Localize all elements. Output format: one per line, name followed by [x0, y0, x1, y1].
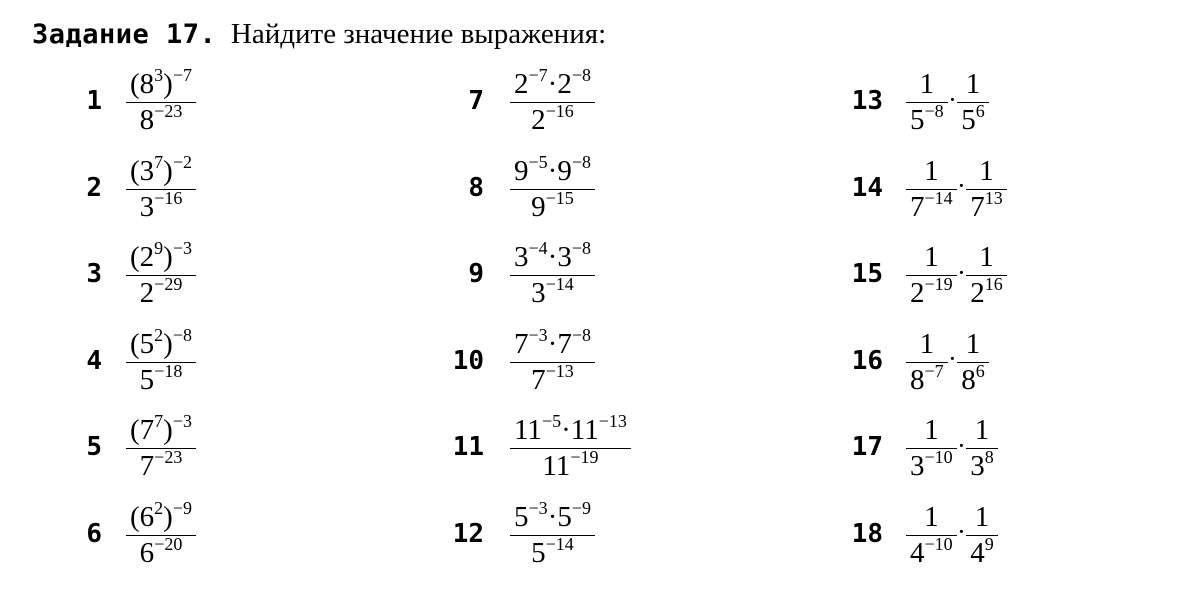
- fraction: [510, 238, 595, 309]
- base: 2: [531, 104, 546, 136]
- exponent: −7: [528, 65, 548, 85]
- one: 1: [974, 414, 990, 446]
- base: 3: [531, 277, 546, 309]
- base: 3: [910, 450, 925, 482]
- numerator: [962, 68, 985, 102]
- fraction: [906, 68, 948, 135]
- exponent: −20: [154, 533, 183, 554]
- fraction: [126, 65, 196, 136]
- exponent: −18: [154, 360, 183, 381]
- base: 3: [557, 241, 572, 273]
- numerator: $(8^3)^{-7}$: [130, 65, 192, 100]
- denominator: [136, 187, 187, 223]
- base: 9: [557, 154, 572, 187]
- product: [906, 155, 1007, 222]
- numerator: $(6^2)^{-9}$: [130, 497, 192, 533]
- fraction: [966, 155, 1007, 222]
- multiplication-dot: ·: [957, 431, 966, 460]
- problem-number: 18: [851, 518, 883, 549]
- denominator: [957, 103, 989, 135]
- base: 8: [961, 363, 976, 396]
- denominator: [906, 360, 948, 396]
- problem-number: 13: [851, 86, 883, 116]
- fraction: [126, 411, 196, 482]
- denominator: [527, 187, 578, 223]
- base: 2: [970, 277, 985, 309]
- problem-number: 4: [86, 345, 102, 376]
- denominator: [966, 187, 1007, 223]
- exponent: −14: [545, 274, 574, 294]
- base: 5: [531, 536, 546, 569]
- fraction: [966, 241, 1007, 308]
- exponent: −9: [571, 497, 591, 518]
- base: 2: [139, 241, 155, 273]
- exponent: −5: [528, 151, 548, 172]
- base: 3: [514, 241, 529, 273]
- denominator: [966, 276, 1007, 308]
- exponent: −19: [924, 274, 953, 294]
- denominator: [906, 187, 957, 223]
- exponent: 3: [154, 65, 164, 85]
- base: 2: [139, 277, 155, 309]
- denominator: [136, 103, 187, 135]
- exponent: −9: [172, 497, 192, 518]
- base: 11: [570, 414, 599, 446]
- base: 7: [910, 190, 925, 223]
- exponent: −29: [154, 274, 183, 294]
- problem-number: 2: [86, 172, 102, 203]
- task-instruction: Найдите значение выражения:: [230, 18, 607, 50]
- denominator: [538, 449, 602, 481]
- base: 7: [514, 327, 529, 360]
- base: 9: [531, 190, 546, 223]
- exponent: 8: [984, 447, 994, 467]
- problem-number: 14: [851, 172, 883, 203]
- problem-number: 1: [86, 86, 102, 116]
- exponent: 9: [154, 238, 164, 258]
- numerator: [920, 414, 943, 448]
- exponent: −23: [154, 447, 183, 467]
- exponent: −23: [154, 101, 183, 121]
- base: 8: [139, 104, 155, 136]
- problem-number: 15: [851, 259, 883, 289]
- exponent: 7: [154, 151, 164, 172]
- multiplication-dot: ·: [948, 85, 957, 114]
- one: 1: [979, 154, 994, 187]
- base: 5: [139, 363, 155, 396]
- exponent: 6: [975, 360, 985, 381]
- fraction: [966, 501, 998, 568]
- denominator: [966, 533, 998, 569]
- denominator: [906, 276, 957, 308]
- fraction: [126, 238, 196, 309]
- base: 4: [910, 536, 925, 569]
- denominator: [906, 449, 957, 481]
- exponent: −2: [172, 151, 192, 172]
- denominator: [136, 276, 187, 308]
- exponent: −8: [571, 65, 591, 85]
- fraction: [510, 65, 595, 136]
- fraction: [510, 151, 595, 223]
- base: 2: [557, 68, 572, 100]
- base: 3: [139, 154, 155, 187]
- exponent: −16: [154, 187, 183, 208]
- fraction: [126, 151, 196, 223]
- denominator: [527, 276, 578, 308]
- numerator: [916, 328, 939, 362]
- product: [906, 414, 998, 481]
- exponent: −14: [545, 533, 574, 554]
- product: [906, 328, 989, 395]
- fraction: [906, 241, 957, 308]
- fraction: [126, 497, 196, 569]
- exponent: 7: [154, 411, 164, 431]
- numerator: [975, 155, 998, 189]
- one: 1: [965, 68, 981, 100]
- denominator: [906, 103, 948, 135]
- exponent: −13: [545, 360, 574, 381]
- base: 2: [514, 68, 529, 100]
- fraction: [510, 497, 595, 569]
- one: 1: [974, 500, 990, 533]
- base: 7: [557, 327, 572, 360]
- fraction: [906, 328, 948, 395]
- multiplication-dot: ·: [957, 258, 966, 287]
- one: 1: [979, 241, 994, 273]
- fraction: [957, 68, 989, 135]
- exponent: 2: [154, 324, 164, 345]
- fraction: [906, 501, 957, 568]
- exponent: 16: [984, 274, 1003, 294]
- denominator: [136, 533, 187, 569]
- fraction: [126, 324, 196, 396]
- exponent: −4: [528, 238, 548, 258]
- denominator: [136, 449, 187, 481]
- exponent: −14: [924, 187, 953, 208]
- denominator: [957, 360, 989, 396]
- one: 1: [924, 500, 939, 533]
- numerator: [971, 414, 994, 448]
- problem-number: 7: [468, 86, 484, 116]
- multiplication-dot: ·: [957, 518, 966, 546]
- exponent: −3: [172, 411, 192, 431]
- one: 1: [919, 327, 935, 360]
- fraction: [957, 328, 989, 395]
- numerator: $(2^9)^{-3}$: [130, 238, 192, 273]
- one: 1: [924, 414, 939, 446]
- base: 7: [139, 450, 155, 482]
- numerator: [971, 501, 994, 535]
- multiplication-dot: ·: [957, 172, 966, 200]
- one: 1: [924, 154, 939, 187]
- numerator: [916, 68, 939, 102]
- exponent: −7: [924, 360, 944, 381]
- base: 7: [531, 363, 546, 396]
- one: 1: [924, 241, 939, 273]
- numerator: $3^{-4}\cdot 3^{-8}$: [514, 238, 591, 273]
- problem-number: 9: [468, 259, 484, 289]
- exponent: 6: [975, 101, 985, 121]
- multiplication-dot: ·: [948, 345, 957, 373]
- numerator: [920, 155, 943, 189]
- base: 7: [970, 190, 985, 223]
- base: 11: [542, 450, 571, 482]
- exponent: −10: [924, 447, 953, 467]
- numerator: $(5^2)^{-8}$: [130, 324, 192, 360]
- base: 7: [139, 414, 155, 446]
- numerator: [920, 241, 943, 275]
- problem-number: 16: [851, 345, 883, 376]
- product: [906, 501, 998, 568]
- exponent: −8: [571, 151, 591, 172]
- base: 2: [910, 277, 925, 309]
- base: 4: [970, 536, 985, 569]
- denominator: [527, 103, 578, 135]
- one: 1: [919, 68, 935, 100]
- problem-number: 10: [452, 345, 484, 376]
- exponent: −8: [571, 324, 591, 345]
- exponent: −8: [172, 324, 192, 345]
- task-heading: [32, 18, 606, 51]
- base: 5: [557, 500, 572, 533]
- exponent: −15: [545, 187, 574, 208]
- problem-number: 6: [86, 518, 102, 549]
- denominator: [527, 533, 578, 569]
- base: 11: [514, 414, 542, 446]
- exponent: −3: [528, 324, 548, 345]
- numerator: [962, 328, 985, 362]
- fraction: [966, 414, 998, 481]
- exponent: −7: [172, 65, 192, 85]
- one: 1: [965, 327, 981, 360]
- exponent: −3: [528, 497, 548, 518]
- numerator: $5^{-3}\cdot 5^{-9}$: [514, 497, 591, 533]
- exponent: −19: [570, 447, 599, 467]
- exponent: −16: [545, 101, 574, 121]
- numerator: [975, 241, 998, 275]
- denominator: [966, 449, 998, 481]
- exponent: −10: [924, 533, 953, 554]
- base: 8: [139, 68, 155, 100]
- base: 3: [139, 190, 155, 223]
- product: [906, 241, 1007, 308]
- exponent: 2: [154, 497, 164, 518]
- task-label: Задание 17.: [32, 19, 217, 50]
- fraction: [510, 411, 631, 482]
- base: 3: [970, 450, 985, 482]
- fraction: [510, 324, 595, 396]
- exponent: −8: [571, 238, 591, 258]
- problem-number: 11: [452, 432, 484, 462]
- numerator: $(3^7)^{-2}$: [130, 151, 192, 187]
- numerator: $9^{-5}\cdot 9^{-8}$: [514, 151, 591, 187]
- exponent: 9: [984, 533, 994, 554]
- numerator: $11^{-5}\cdot 11^{-13}$: [514, 411, 627, 446]
- base: 9: [514, 154, 529, 187]
- numerator: [920, 501, 943, 535]
- problem-number: 8: [468, 172, 484, 203]
- problem-number: 5: [86, 432, 102, 462]
- denominator: [906, 533, 957, 569]
- numerator: $7^{-3}\cdot 7^{-8}$: [514, 324, 591, 360]
- base: 5: [961, 104, 976, 136]
- base: 6: [139, 500, 155, 533]
- base: 6: [139, 536, 155, 569]
- fraction: [906, 414, 957, 481]
- problem-number: 12: [452, 518, 484, 549]
- exponent: −8: [924, 101, 944, 121]
- base: 8: [910, 363, 925, 396]
- denominator: [136, 360, 187, 396]
- exponent: −13: [598, 411, 627, 431]
- base: 5: [910, 104, 925, 136]
- product: [906, 68, 989, 135]
- numerator: $2^{-7}\cdot 2^{-8}$: [514, 65, 591, 100]
- base: 5: [514, 500, 529, 533]
- numerator: $(7^7)^{-3}$: [130, 411, 192, 446]
- denominator: [527, 360, 578, 396]
- base: 5: [139, 327, 155, 360]
- exponent: 13: [984, 187, 1003, 208]
- fraction: [906, 155, 957, 222]
- exponent: −3: [172, 238, 192, 258]
- problem-number: 17: [851, 432, 883, 462]
- exponent: −5: [541, 411, 562, 431]
- problem-number: 3: [86, 259, 102, 289]
